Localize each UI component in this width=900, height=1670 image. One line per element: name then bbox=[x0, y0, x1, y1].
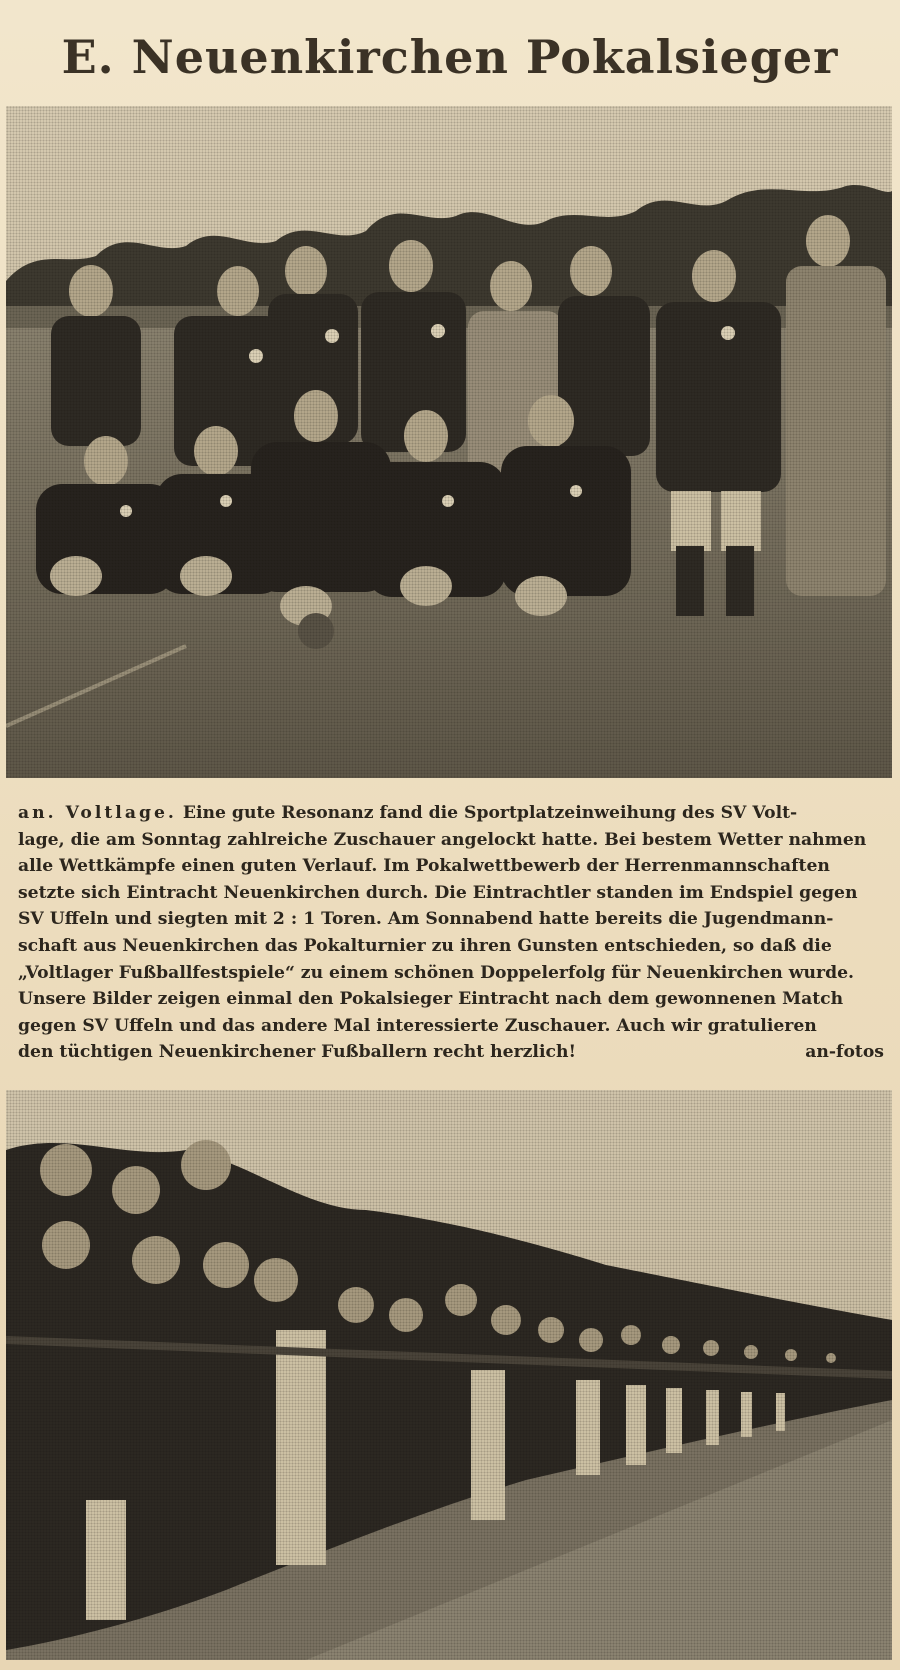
headline: E. Neuenkirchen Pokalsieger bbox=[61, 30, 839, 84]
article-lead: an. Voltlage. bbox=[18, 803, 177, 823]
article-line-8: Unsere Bilder zeigen einmal den Pokalsieger Eintracht nach dem gewonnenen Match bbox=[18, 989, 844, 1010]
article-line-7: „Voltlager Fußballfestspiele“ zu einem schönen Doppelerfolg für Neuenkirchen wurde. bbox=[18, 962, 855, 983]
article-line-10 bbox=[18, 1039, 884, 1066]
article-line-2: lage, die am Sonntag zahlreiche Zuschauer angelockt hatte. Bei bestem Wetter nahmen bbox=[18, 829, 867, 850]
article-line-1 bbox=[18, 800, 884, 827]
team-photo-image bbox=[6, 106, 892, 778]
crowd-photo-image bbox=[6, 1090, 892, 1660]
article-line-5: SV Uffeln und siegten mit 2 : 1 Toren. Am Sonnabend hatte bereits die Jugendmann- bbox=[18, 909, 834, 930]
article-line-4: setzte sich Eintracht Neuenkirchen durch. Die Eintrachtler standen im Endspiel gegen bbox=[18, 882, 858, 903]
article-line-6: schaft aus Neuenkirchen das Pokalturnier zu ihren Gunsten entschieden, so daß die bbox=[18, 935, 832, 956]
article-line-10-text: den tüchtigen Neuenkirchener Fußballern recht herzlich! bbox=[18, 1042, 576, 1063]
photo-credit: an-fotos bbox=[805, 1042, 884, 1063]
article-line-3: alle Wettkämpfe einen guten Verlauf. Im Pokalwettbewerb der Herrenmannschaften bbox=[18, 856, 830, 877]
article-body bbox=[18, 800, 884, 1068]
team-photo bbox=[6, 106, 892, 778]
article-line-9: gegen SV Uffeln und das andere Mal interessierte Zuschauer. Auch wir gratulieren bbox=[18, 1015, 817, 1036]
article-line-1-text: Eine gute Resonanz fand die Sportplatzeinweihung des SV Volt- bbox=[176, 803, 798, 823]
crowd-photo bbox=[6, 1090, 892, 1660]
